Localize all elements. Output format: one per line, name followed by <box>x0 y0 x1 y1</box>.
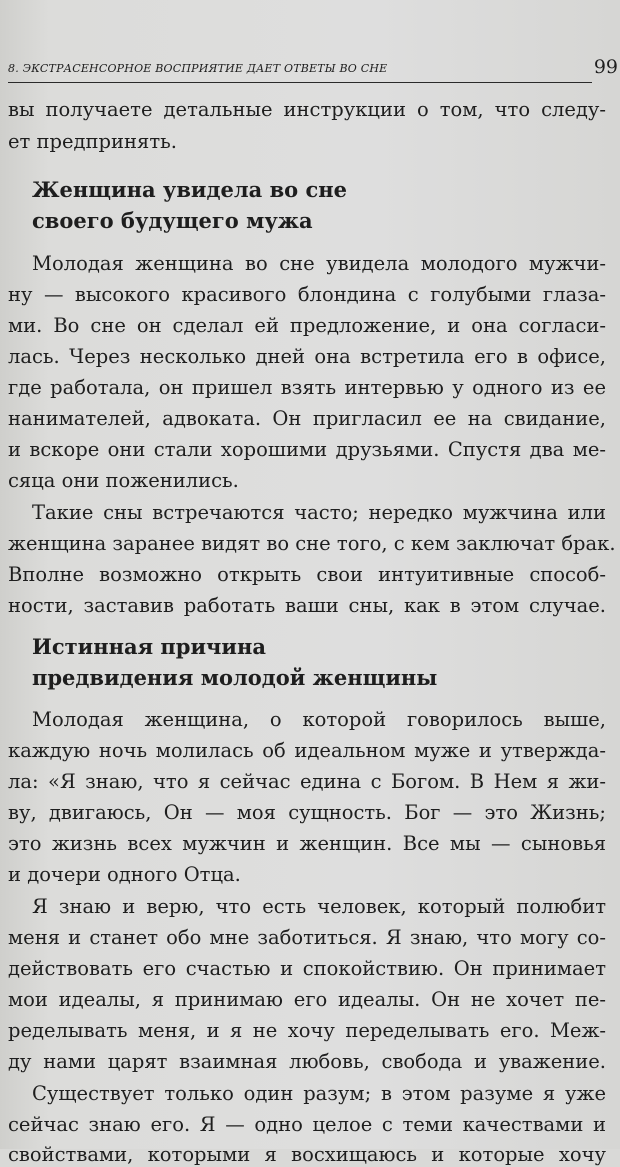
text-line: ну — высокого красивого блондина с голубыми глаза- <box>8 283 606 306</box>
text-line: и вскоре они стали хорошими друзьями. Спустя два ме- <box>8 438 606 461</box>
text-line: Вполне возможно открыть свои интуитивные способ- <box>8 563 606 586</box>
section-heading: предвидения молодой женщины <box>32 665 438 690</box>
text-line: сейчас знаю его. Я — одно целое с теми качествами и <box>8 1113 606 1136</box>
text-line: Молодая женщина, о которой говорилось выше, <box>32 708 606 731</box>
text-line: меня и станет обо мне заботиться. Я знаю, что могу со- <box>8 926 606 949</box>
text-line: ву, двигаюсь, Он — моя сущность. Бог — это Жизнь; <box>8 801 606 824</box>
text-line: ет предпринять. <box>8 130 177 153</box>
text-line: и дочери одного Отца. <box>8 863 241 886</box>
text-line: каждую ночь молилась об идеальном муже и утвержда- <box>8 739 606 762</box>
text-line: ду нами царят взаимная любовь, свобода и уважение. <box>8 1050 606 1073</box>
text-line: ности, заставив работать ваши сны, как в этом случае. <box>8 594 606 617</box>
text-line: ределывать меня, и я не хочу переделывать его. Меж- <box>8 1019 606 1042</box>
text-line: нанимателей, адвоката. Он пригласил ее на свидание, <box>8 407 606 430</box>
text-line: сяца они поженились. <box>8 469 239 492</box>
running-head-title: 8. ЭКСТРАСЕНСОРНОЕ ВОСПРИЯТИЕ ДАЕТ ОТВЕТЫ ВО СНЕ <box>8 62 388 75</box>
text-line: это жизнь всех мужчин и женщин. Все мы — сыновья <box>8 832 606 855</box>
page-number: 99 <box>593 56 618 78</box>
text-line: свойствами, которыми я восхищаюсь и которые хочу <box>8 1143 606 1166</box>
text-line: Молодая женщина во сне увидела молодого мужчи- <box>32 252 606 275</box>
text-line: ми. Во сне он сделал ей предложение, и она согласи- <box>8 314 606 337</box>
section-heading: своего будущего мужа <box>32 208 313 233</box>
text-line: Существует только один разум; в этом разуме я уже <box>32 1082 606 1105</box>
section-heading: Истинная причина <box>32 634 266 659</box>
text-line: Я знаю и верю, что есть человек, который полюбит <box>32 895 606 918</box>
section-heading: Женщина увидела во сне <box>32 177 347 202</box>
text-line: Такие сны встречаются часто; нередко мужчина или <box>32 501 606 524</box>
text-line: действовать его счастью и спокойствию. Он принимает <box>8 957 606 980</box>
text-line: мои идеалы, я принимаю его идеалы. Он не хочет пе- <box>8 988 606 1011</box>
running-head <box>8 56 618 83</box>
text-line: где работала, он пришел взять интервью у одного из ее <box>8 376 606 399</box>
text-line: лась. Через несколько дней она встретила его в офисе, <box>8 345 606 368</box>
text-line: женщина заранее видят во сне того, с кем заключат брак. <box>8 532 616 555</box>
text-line: вы получаете детальные инструкции о том, что следу- <box>8 98 606 121</box>
text-line: ла: «Я знаю, что я сейчас едина с Богом. В Нем я жи- <box>8 770 606 793</box>
